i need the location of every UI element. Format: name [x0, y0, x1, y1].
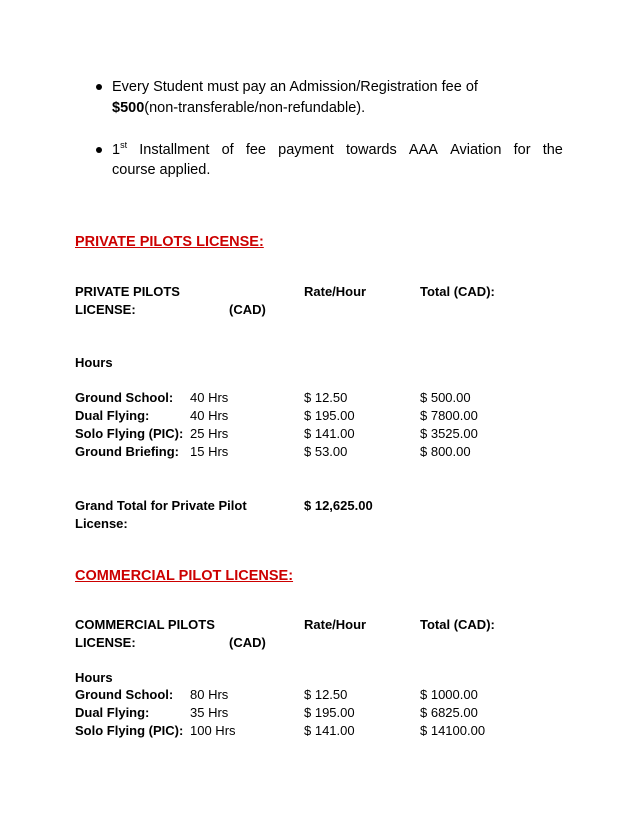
cpl-row-name: Solo Flying (PIC): [75, 723, 184, 738]
ppl-row-total: $ 500.00 [420, 390, 471, 405]
bullet-1-line-1: Every Student must pay an Admission/Registration fee of [112, 79, 478, 95]
cpl-row-name: Ground School: [75, 687, 174, 702]
ppl-header-title-line-1: PRIVATE PILOTS [75, 284, 180, 299]
bullet-2-line-1 [112, 140, 563, 160]
cpl-row-name: Dual Flying: [75, 705, 150, 720]
ppl-row-hours: 40 Hrs [190, 390, 229, 405]
ppl-grand-total-label-line-2: License: [75, 516, 128, 531]
installment-ordinal: 1st [112, 140, 128, 158]
bullet-2-word: payment [278, 142, 334, 158]
ppl-row-rate: $ 12.50 [304, 390, 348, 405]
bullet-2-line-2: course applied. [112, 162, 211, 178]
cpl-row-hours: 80 Hrs [190, 687, 229, 702]
cpl-row-total: $ 1000.00 [420, 687, 478, 702]
bullet-2-word: Aviation [450, 142, 502, 158]
ppl-header-rate: Rate/Hour [304, 284, 367, 299]
cpl-header-rate: Rate/Hour [304, 617, 367, 632]
ppl-row-hours: 25 Hrs [190, 426, 229, 441]
bullet-2-word: for [513, 142, 531, 158]
bullet-2-word: fee [245, 142, 266, 158]
ppl-row-total: $ 800.00 [420, 444, 471, 459]
cpl-row-rate: $ 141.00 [304, 723, 355, 738]
ppl-header-title-line-2: LICENSE: [75, 302, 136, 317]
ppl-heading: PRIVATE PILOTS LICENSE: [75, 234, 264, 250]
bullet-2-word: the [542, 142, 563, 158]
ppl-row-total: $ 7800.00 [420, 408, 478, 423]
ppl-row-hours: 15 Hrs [190, 444, 229, 459]
ppl-row-hours: 40 Hrs [190, 408, 229, 423]
ppl-row-rate: $ 195.00 [304, 408, 355, 423]
cpl-row-rate: $ 12.50 [304, 687, 348, 702]
ppl-row-name: Dual Flying: [75, 408, 150, 423]
cpl-heading: COMMERCIAL PILOT LICENSE: [75, 568, 294, 584]
ppl-hours-label: Hours [75, 355, 113, 370]
ppl-grand-total-label-line-1: Grand Total for Private Pilot [75, 498, 247, 513]
bullet-dot-icon [96, 84, 102, 90]
ppl-grand-total-value: $ 12,625.00 [304, 498, 373, 513]
cpl-row-hours: 35 Hrs [190, 705, 229, 720]
bullet-2-word: Installment [139, 142, 210, 158]
ppl-row-rate: $ 141.00 [304, 426, 355, 441]
cpl-row-total: $ 6825.00 [420, 705, 478, 720]
cpl-header-title-line-2: LICENSE: [75, 635, 136, 650]
cpl-header-cad: (CAD) [229, 635, 266, 650]
cpl-row-rate: $ 195.00 [304, 705, 355, 720]
ppl-row-name: Ground School: [75, 390, 174, 405]
ppl-row-name: Ground Briefing: [75, 444, 179, 459]
ppl-header-total: Total (CAD): [420, 284, 495, 299]
cpl-header-total: Total (CAD): [420, 617, 495, 632]
ppl-header-cad: (CAD) [229, 302, 266, 317]
cpl-row-hours: 100 Hrs [190, 723, 236, 738]
ppl-row-total: $ 3525.00 [420, 426, 478, 441]
admission-fee-amount: $500 [112, 100, 145, 116]
bullet-2-word: of [221, 142, 234, 158]
ppl-row-rate: $ 53.00 [304, 444, 348, 459]
admission-fee-note: (non-transferable/non-refundable). [144, 100, 366, 116]
cpl-hours-label: Hours [75, 670, 113, 685]
ppl-row-name: Solo Flying (PIC): [75, 426, 184, 441]
cpl-row-total: $ 14100.00 [420, 723, 486, 738]
bullet-2-word: AAA [408, 142, 438, 158]
bullet-dot-icon [96, 147, 102, 153]
bullet-2-word: towards [345, 142, 397, 158]
cpl-header-title-line-1: COMMERCIAL PILOTS [75, 617, 215, 632]
bullet-1-line-2 [112, 98, 365, 118]
